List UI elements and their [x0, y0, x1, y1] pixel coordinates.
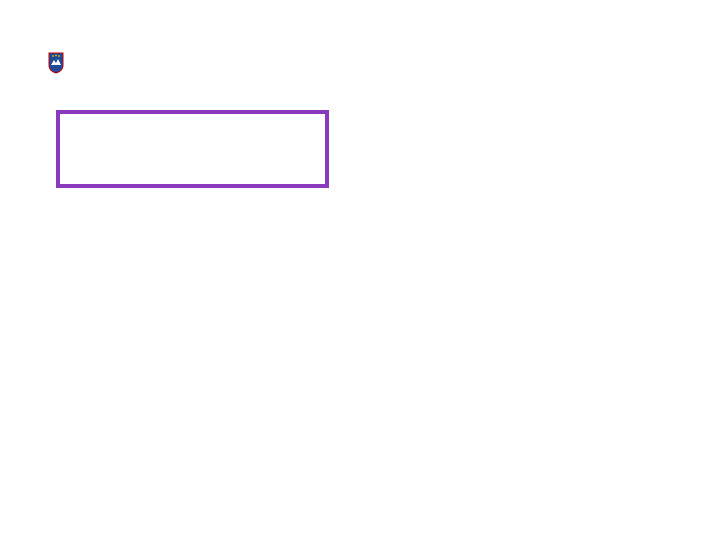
highlighted-topic-box	[56, 110, 329, 188]
slovenia-crest-icon	[48, 52, 64, 74]
decorative-color-stripes	[10, 0, 62, 42]
decorative-color-stripes-bottom	[10, 505, 36, 535]
